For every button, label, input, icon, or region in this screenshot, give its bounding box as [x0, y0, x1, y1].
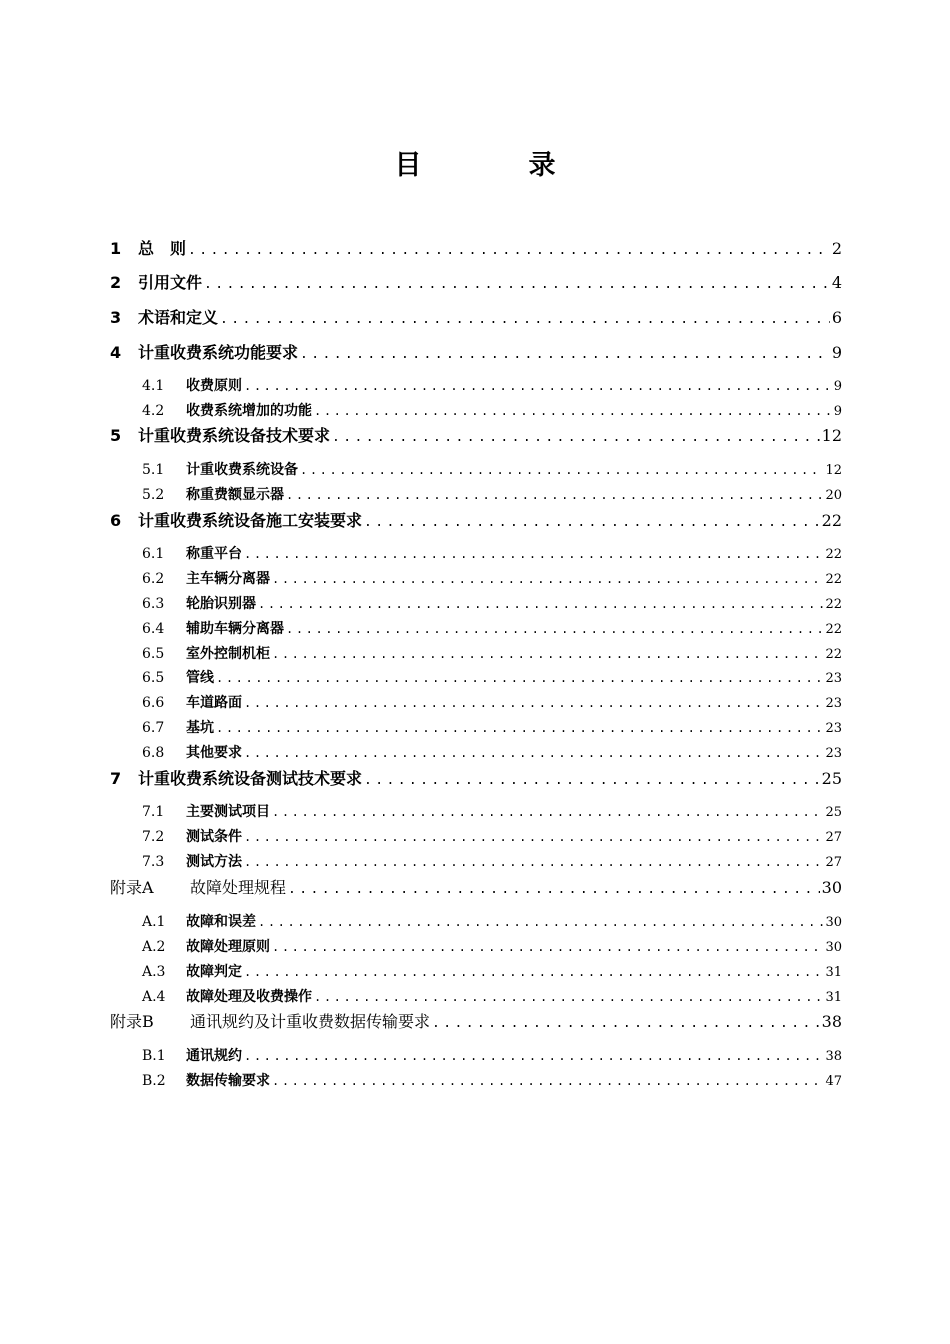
dot-leader [244, 830, 823, 844]
dot-leader [272, 1074, 823, 1088]
toc-entry[interactable] [110, 1070, 842, 1090]
dot-leader [244, 379, 832, 393]
dot-leader [220, 312, 830, 327]
toc-entry-label: 辅助车辆分离器 [186, 621, 284, 637]
toc-entry-number: 7.3 [142, 854, 165, 870]
dot-leader [244, 696, 823, 710]
toc-entry-label: 计重收费系统设备施工安装要求 [138, 511, 363, 530]
toc-entry[interactable] [110, 986, 842, 1006]
toc-entry[interactable] [110, 423, 842, 447]
toc-entry-number: 6.8 [142, 745, 165, 761]
toc-entry-page-number: 20 [825, 488, 842, 503]
toc-entry-page-number: 31 [825, 990, 842, 1005]
dot-leader [258, 915, 823, 929]
toc-entry[interactable] [110, 1009, 842, 1033]
toc-entry-number: 2 [110, 273, 122, 292]
dot-leader [300, 463, 823, 477]
toc-entry-label: 收费原则 [186, 378, 242, 394]
toc-entry-page-number: 12 [825, 463, 842, 478]
toc-entry[interactable] [110, 375, 842, 395]
toc-entry-number: 附录A [110, 878, 154, 897]
toc-entry-page-number: 27 [825, 855, 842, 870]
toc-entry-page-number: 27 [825, 830, 842, 845]
dot-leader [272, 940, 823, 954]
toc-entry[interactable] [110, 340, 842, 364]
toc-entry-label: 测试方法 [186, 854, 242, 870]
toc-entry-number: 6.5 [142, 670, 165, 686]
toc-entry-label: 引用文件 [138, 273, 203, 292]
toc-entry[interactable] [110, 459, 842, 479]
toc-entry-page-number: 22 [825, 572, 842, 587]
toc-entry[interactable] [110, 593, 842, 613]
toc-entry-label: 管线 [186, 670, 214, 686]
toc-entry-page-number: 4 [831, 273, 842, 292]
dot-leader [244, 855, 823, 869]
toc-entry-page-number: 9 [831, 343, 842, 362]
toc-entry-label: 室外控制机柜 [186, 646, 270, 662]
dot-leader [332, 430, 820, 445]
toc-entry-number: A.4 [142, 989, 166, 1005]
toc-entry-label: 计重收费系统功能要求 [138, 343, 299, 362]
toc-entry-page-number: 30 [825, 915, 842, 930]
toc-entry-page-number: 22 [825, 647, 842, 662]
toc-entry[interactable] [110, 717, 842, 737]
toc-entry-label: 通讯规约及计重收费数据传输要求 [190, 1012, 431, 1031]
dot-leader [272, 647, 823, 661]
dot-leader [258, 597, 823, 611]
dot-leader [272, 805, 823, 819]
toc-entry-number: 7.1 [142, 804, 165, 820]
toc-entry-page-number: 9 [833, 379, 842, 394]
toc-entry-page-number: 22 [825, 622, 842, 637]
toc-entry-number: 附录B [110, 1012, 154, 1031]
dot-leader [244, 547, 823, 561]
toc-entry-label: 主车辆分离器 [186, 571, 270, 587]
toc-entry-page-number: 12 [821, 426, 842, 445]
toc-entry-label: 其他要求 [186, 745, 242, 761]
toc-entry[interactable] [110, 875, 842, 899]
toc-entry[interactable] [110, 643, 842, 663]
toc-entry[interactable] [110, 400, 842, 420]
toc-entry-page-number: 22 [825, 597, 842, 612]
toc-entry-number: 6 [110, 511, 122, 530]
toc-entry-number: 6.4 [142, 621, 165, 637]
toc-entry[interactable] [110, 568, 842, 588]
toc-entry-label: 称重费额显示器 [186, 487, 284, 503]
toc-entry-number: 6.6 [142, 695, 165, 711]
dot-leader [364, 515, 820, 530]
toc-entry[interactable] [110, 236, 842, 260]
toc-entry-number: 5.1 [142, 462, 165, 478]
dot-leader [204, 277, 830, 292]
dot-leader [300, 347, 830, 362]
toc-entry-page-number: 25 [821, 769, 842, 788]
toc-entry-label: 故障判定 [186, 964, 242, 980]
toc-entry-label: 故障处理及收费操作 [186, 989, 312, 1005]
toc-entry-label: 术语和定义 [138, 308, 219, 327]
toc-entry[interactable] [110, 543, 842, 563]
dot-leader [314, 404, 832, 418]
toc-entry[interactable] [110, 270, 842, 294]
toc-entry[interactable] [110, 618, 842, 638]
toc-entry-page-number: 38 [821, 1012, 842, 1031]
toc-entry[interactable] [110, 508, 842, 532]
toc-entry[interactable] [110, 801, 842, 821]
toc-entry-number: 6.5 [142, 646, 165, 662]
toc-entry-number: 5 [110, 426, 122, 445]
dot-leader [272, 572, 823, 586]
toc-entry-page-number: 22 [825, 547, 842, 562]
toc-entry-number: A.3 [142, 964, 166, 980]
toc-entry[interactable] [110, 826, 842, 846]
toc-entry[interactable] [110, 911, 842, 931]
toc-entry-number: 5.2 [142, 487, 165, 503]
toc-entry[interactable] [110, 667, 842, 687]
toc-entry-page-number: 23 [825, 696, 842, 711]
toc-entry-number: 4 [110, 343, 122, 362]
toc-entry-number: B.2 [142, 1073, 166, 1089]
toc-entry-number: 7.2 [142, 829, 165, 845]
toc-entry-page-number: 30 [825, 940, 842, 955]
toc-entry-label: 故障处理规程 [190, 878, 287, 897]
toc-entry-number: 4.2 [142, 403, 165, 419]
toc-entry-number: B.1 [142, 1048, 166, 1064]
toc-entry-label: 轮胎识别器 [186, 596, 256, 612]
dot-leader [216, 671, 823, 685]
page-title: 目 录 [394, 150, 596, 181]
toc-entry[interactable] [110, 961, 842, 981]
toc-entry[interactable] [110, 766, 842, 790]
dot-leader [244, 1049, 823, 1063]
toc-entry[interactable] [110, 692, 842, 712]
toc-entry-page-number: 25 [825, 805, 842, 820]
toc-entry-label: 计重收费系统设备技术要求 [138, 426, 331, 445]
toc-entry-page-number: 30 [821, 878, 842, 897]
toc-entry-page-number: 22 [821, 511, 842, 530]
dot-leader [314, 990, 823, 1004]
toc-entry-page-number: 6 [831, 308, 842, 327]
toc-entry-label: 故障和误差 [186, 914, 256, 930]
toc-entry-number: 6.3 [142, 596, 165, 612]
toc-entry[interactable] [110, 1045, 842, 1065]
toc-entry-label: 主要测试项目 [186, 804, 270, 820]
toc-entry[interactable] [110, 305, 842, 329]
toc-entry-label: 通讯规约 [186, 1048, 242, 1064]
dot-leader [286, 622, 823, 636]
toc-entry[interactable] [110, 851, 842, 871]
dot-leader [244, 746, 823, 760]
toc-entry-number: 4.1 [142, 378, 165, 394]
toc-entry-page-number: 23 [825, 721, 842, 736]
toc-entry-label: 数据传输要求 [186, 1073, 270, 1089]
toc-entry[interactable] [110, 484, 842, 504]
dot-leader [364, 773, 820, 788]
toc-entry[interactable] [110, 742, 842, 762]
toc-entry-label: 故障处理原则 [186, 939, 270, 955]
toc-entry-label: 测试条件 [186, 829, 242, 845]
dot-leader [286, 488, 823, 502]
toc-entry-label: 称重平台 [186, 546, 242, 562]
toc-entry-number: 3 [110, 308, 122, 327]
toc-entry-page-number: 38 [825, 1049, 842, 1064]
toc-entry-page-number: 23 [825, 746, 842, 761]
dot-leader [432, 1016, 820, 1031]
toc-entry-label: 计重收费系统设备 [186, 462, 298, 478]
dot-leader [188, 243, 830, 258]
toc-entry-number: A.2 [142, 939, 166, 955]
toc-entry-label: 总 则 [138, 239, 187, 258]
toc-entry-number: 6.7 [142, 720, 165, 736]
toc-entry-label: 收费系统增加的功能 [186, 403, 312, 419]
toc-entry-label: 车道路面 [186, 695, 242, 711]
toc-entry-label: 基坑 [186, 720, 214, 736]
toc-entry-page-number: 2 [831, 239, 842, 258]
toc-entry-number: 1 [110, 239, 122, 258]
dot-leader [244, 965, 823, 979]
toc-entry-number: 6.2 [142, 571, 165, 587]
toc-entry[interactable] [110, 936, 842, 956]
dot-leader [216, 721, 823, 735]
toc-entry-label: 计重收费系统设备测试技术要求 [138, 769, 363, 788]
toc-entry-number: 7 [110, 769, 122, 788]
toc-entry-page-number: 9 [833, 404, 842, 419]
toc-entry-page-number: 31 [825, 965, 842, 980]
dot-leader [288, 882, 820, 897]
toc-entry-page-number: 23 [825, 671, 842, 686]
toc-entry-number: 6.1 [142, 546, 165, 562]
toc-entry-page-number: 47 [825, 1074, 842, 1089]
toc-entry-number: A.1 [142, 914, 166, 930]
